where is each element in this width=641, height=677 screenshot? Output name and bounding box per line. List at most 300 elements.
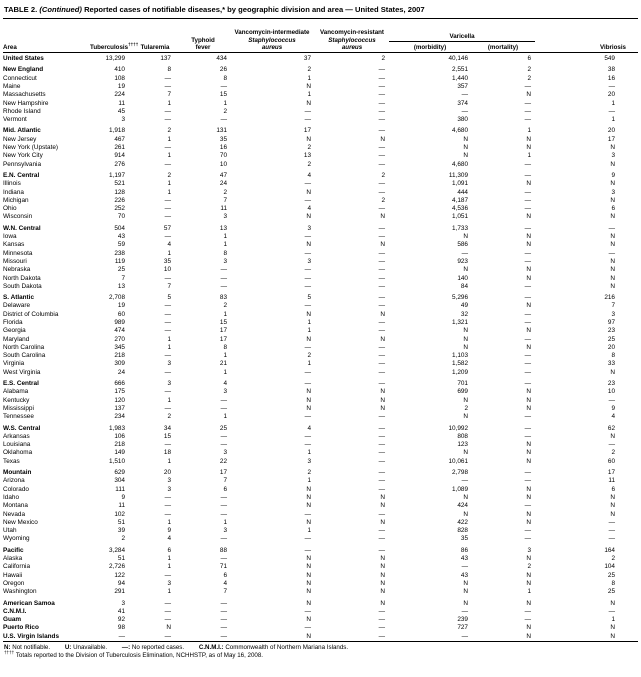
value-cell: N [463,599,468,607]
value-cell: N [610,282,615,290]
value-cell: 304 [114,477,125,485]
value-cell: 252 [114,205,125,213]
value-cell: 1 [307,91,311,99]
area-cell: Tennessee [3,413,34,421]
area-cell: Maryland [3,335,30,343]
value-cell: 35 [163,257,171,265]
table-row [3,360,638,368]
table-row [3,377,638,388]
value-cell: — [524,477,531,485]
visa-species: aureus [261,43,283,51]
header-row-main [3,19,638,42]
area-cell: E.S. Central [3,380,39,388]
table-row [3,283,638,291]
value-cell: — [608,249,615,257]
value-cell: — [164,213,171,221]
table-row [3,572,638,580]
table-row [3,344,638,352]
value-cell: — [164,441,171,449]
value-cell: N [380,213,385,221]
value-cell: 17 [219,327,227,335]
value-cell: — [378,343,385,351]
value-cell: N [526,624,531,632]
value-cell: 989 [114,319,125,326]
value-cell: 2,798 [452,469,468,477]
value-cell: — [378,233,385,241]
value-cell: — [378,457,385,465]
value-cell: — [378,319,385,326]
value-cell: 226 [114,196,125,204]
area-cell: New England [3,66,44,74]
area-cell: W.N. Central [3,224,41,232]
value-cell: N [526,241,531,249]
value-cell: 17 [219,335,227,343]
value-cell: 111 [115,485,125,493]
area-cell: West Virginia [3,368,41,376]
value-cell: 1 [223,99,227,107]
value-cell: 4 [307,171,311,179]
value-cell: N [610,241,615,249]
value-cell: 2 [307,144,311,152]
value-cell: 2 [611,449,615,457]
value-cell: — [524,469,531,477]
value-cell: 1 [167,135,171,143]
area-cell: Kansas [3,241,25,249]
value-cell: N [526,441,531,449]
value-cell: 2 [381,55,385,63]
value-cell: 1 [307,477,311,485]
value-cell: — [524,282,531,290]
dagger-marker: †††† [4,650,15,656]
area-cell: Minnesota [3,249,33,257]
value-cell: — [304,380,311,388]
value-cell: — [378,257,385,265]
value-cell: 71 [219,563,227,571]
typhoid-line1: Typhoid [191,36,215,44]
area-cell: South Carolina [3,352,46,360]
value-cell: 1,321 [452,319,468,326]
value-cell: — [304,546,311,554]
area-cell: Puerto Rico [3,624,39,632]
value-cell: 4 [307,205,311,213]
table-row [3,608,638,616]
value-cell: N [610,266,615,274]
value-cell: N [610,196,615,204]
value-cell: 6 [611,205,615,213]
value-cell: N [463,135,468,143]
value-cell: 104 [604,563,615,571]
value-cell: N [306,563,311,571]
value-cell: 9 [611,404,615,412]
table-row [3,544,638,555]
table-row [3,311,638,319]
footnote-key: C.N.M.I.: [198,643,224,651]
value-cell: — [304,535,311,543]
value-cell: N [526,233,531,241]
area-cell: U.S. Virgin Islands [3,632,59,640]
area-cell: Montana [3,502,28,510]
value-cell: 1 [167,335,171,343]
area-cell: Guam [3,616,22,624]
value-cell: — [461,91,468,99]
value-cell: 5,296 [452,294,468,302]
value-cell: 22 [219,457,227,465]
value-cell: 2 [307,352,311,360]
value-cell: 11 [608,477,615,485]
value-cell: N [610,599,615,607]
area-cell: North Dakota [3,274,41,282]
value-cell: N [463,493,468,501]
area-cell: Delaware [3,302,30,310]
area-cell: Arkansas [3,432,30,440]
value-cell: — [164,310,171,318]
value-cell: N [526,518,531,526]
value-cell: 3 [167,477,171,485]
value-cell: 3 [307,457,311,465]
value-cell: 49 [460,302,468,310]
table-row [3,327,638,335]
value-cell: 51 [117,518,125,526]
value-cell: — [524,502,531,510]
value-cell: 149 [114,449,125,457]
value-cell: — [304,180,311,188]
value-cell: 9 [121,493,125,501]
footnote-text: Commonwealth of Northern Mariana Islands. [223,643,349,651]
value-cell: — [164,319,171,326]
value-cell: N [306,485,311,493]
value-cell: N [306,599,311,607]
area-cell: Texas [3,457,20,465]
value-cell: N [526,213,531,221]
value-cell: N [610,160,615,168]
value-cell: — [164,510,171,518]
value-cell: 25 [117,266,125,274]
area-cell: California [3,563,30,571]
value-cell: — [164,404,171,412]
area-cell: South Dakota [3,282,42,290]
value-cell: — [378,66,385,74]
value-cell: N [526,449,531,457]
value-cell: — [378,360,385,368]
value-cell: N [306,310,311,318]
value-cell: 16 [607,74,615,82]
table-row [3,511,638,519]
value-cell: — [164,599,171,607]
tuberculosis-footnote-marker: †††† [128,41,139,47]
value-cell: — [524,294,531,302]
value-cell: — [164,107,171,115]
value-cell: — [524,82,531,90]
value-cell: — [461,249,468,257]
value-cell: — [524,319,531,326]
value-cell: — [220,441,227,449]
value-cell: 1 [307,527,311,535]
table-row [3,458,638,466]
area-cell: Virginia [3,360,25,368]
value-cell: — [524,249,531,257]
area-cell: North Carolina [3,343,45,351]
value-cell: — [378,205,385,213]
value-cell: 120 [114,396,125,404]
value-cell: 3 [527,546,531,554]
value-cell: 309 [114,360,125,368]
value-cell: N [526,396,531,404]
value-cell: 20 [607,343,615,351]
area-cell: Indiana [3,188,24,196]
value-cell: 123 [457,441,468,449]
table-row [3,466,638,477]
table-row [3,275,638,283]
value-cell: — [524,107,531,115]
value-cell: — [608,224,615,232]
value-cell: — [220,510,227,518]
area-cell: Maine [3,82,21,90]
value-cell: N [526,180,531,188]
value-cell: N [380,518,385,526]
value-cell: 474 [114,327,125,335]
value-cell: 4 [167,241,171,249]
value-cell: — [524,352,531,360]
value-cell: N [306,493,311,501]
value-cell: — [378,368,385,376]
value-cell: 39 [117,527,125,535]
table-row [3,213,638,221]
value-cell: — [304,233,311,241]
value-cell: 1 [167,343,171,351]
value-cell: N [610,144,615,152]
value-cell: — [378,327,385,335]
area-cell: Michigan [3,196,29,204]
value-cell: 2 [464,404,468,412]
value-cell: 13 [117,282,125,290]
value-cell: N [610,180,615,188]
value-cell: 43 [117,233,125,241]
value-cell: 10 [607,388,615,396]
value-cell: 92 [117,616,125,624]
value-cell: — [378,99,385,107]
table-row [3,75,638,83]
footnote-term [65,644,107,651]
value-cell: 2 [121,535,125,543]
table-row [3,152,638,160]
value-cell: N [463,343,468,351]
table-row [3,291,638,302]
area-cell: Pennsylvania [3,160,42,168]
value-cell: — [304,196,311,204]
value-cell: 94 [117,579,125,587]
value-cell: N [380,579,385,587]
value-cell: N [610,632,615,640]
table-row [3,535,638,543]
value-cell: N [380,599,385,607]
table-row [3,502,638,510]
value-cell: N [306,571,311,579]
value-cell: 2 [167,171,171,179]
area-cell: Ohio [3,205,17,213]
value-cell: 549 [604,55,615,63]
area-cell: Connecticut [3,74,37,82]
value-cell: N [610,493,615,501]
value-cell: 10 [219,160,227,168]
value-cell: 291 [114,588,125,596]
value-cell: 701 [457,380,468,388]
value-cell: 1 [611,99,615,107]
value-cell: 122 [114,571,125,579]
area-cell: Iowa [3,233,17,241]
value-cell: — [524,99,531,107]
value-cell: 1 [167,99,171,107]
area-cell: Mid. Atlantic [3,127,41,135]
area-cell: New York (Upstate) [3,144,59,152]
value-cell: N [526,135,531,143]
value-cell: N [380,571,385,579]
value-cell: — [524,527,531,535]
area-cell: Massachusetts [3,91,46,99]
value-cell: N [526,493,531,501]
value-cell: 1 [167,396,171,404]
value-cell: 2 [381,171,385,179]
value-cell: 6 [223,571,227,579]
value-cell: 4 [167,535,171,543]
value-cell: 3 [167,579,171,587]
value-cell: — [524,205,531,213]
table-row [3,580,638,588]
value-cell: N [463,449,468,457]
value-cell: N [610,274,615,282]
value-cell: 3 [611,188,615,196]
value-cell: — [378,249,385,257]
column-header-tuberculosis [89,19,139,53]
value-cell: 3 [167,380,171,388]
value-cell: — [524,616,531,624]
value-cell: 60 [607,457,615,465]
value-cell: N [526,599,531,607]
value-cell: N [306,632,311,640]
value-cell: — [378,91,385,99]
footnote-key: —: [121,643,131,651]
value-cell: — [378,160,385,168]
value-cell: — [304,510,311,518]
value-cell: 8 [167,66,171,74]
visa-genus: Staphylococcus [248,36,296,44]
value-cell: 1 [307,360,311,368]
area-cell: Nevada [3,510,26,518]
table-row [3,441,638,449]
value-cell: — [608,396,615,404]
value-cell: 2 [307,66,311,74]
value-cell: 7 [223,477,227,485]
value-cell: 828 [457,527,468,535]
dagger-text: Totals reported to the Division of Tuberculosis Elimination, NCHHSTP, as of May 16, 2008. [14,652,263,660]
table-row [3,486,638,494]
value-cell: 13 [303,152,311,160]
value-cell: 345 [114,343,125,351]
value-cell: 34 [163,424,171,432]
value-cell: 11 [118,99,125,107]
value-cell: 699 [457,388,468,396]
value-cell: 11 [220,205,227,213]
table-row [3,449,638,457]
table-row [3,519,638,527]
value-cell: — [164,632,171,640]
value-cell: — [304,413,311,421]
table-row [3,116,638,124]
value-cell: 239 [457,616,468,624]
area-cell: New Jersey [3,135,37,143]
value-cell: 6 [223,485,227,493]
value-cell: 1,510 [109,457,125,465]
value-cell: 25 [607,571,615,579]
value-cell: 2 [527,66,531,74]
value-cell: — [378,413,385,421]
area-cell: Washington [3,588,37,596]
value-cell: 131 [216,127,227,135]
value-cell: — [220,616,227,624]
table-row [3,83,638,91]
value-cell: — [378,380,385,388]
vrsa-line1: Vancomycin-resistant [320,29,384,37]
value-cell: — [220,116,227,124]
value-cell: — [164,196,171,204]
value-cell: 270 [114,335,125,343]
table-row [3,124,638,135]
table-row [3,369,638,377]
value-cell: — [164,274,171,282]
area-cell: Oklahoma [3,449,33,457]
value-cell: — [524,607,531,615]
value-cell: 24 [117,368,125,376]
value-cell: 4,680 [452,127,468,135]
area-cell: Utah [3,527,17,535]
value-cell: — [524,432,531,440]
table-row [3,477,638,485]
value-cell: 2,726 [109,563,125,571]
value-cell: 1 [167,249,171,257]
value-cell: 5 [307,294,311,302]
value-cell: 3 [223,213,227,221]
table-row [3,197,638,205]
value-cell: — [378,632,385,640]
value-cell: 15 [219,91,227,99]
value-cell: 3,284 [109,546,125,554]
value-cell: 629 [114,469,125,477]
value-cell: 2 [307,160,311,168]
value-cell: 422 [457,518,468,526]
area-cell: American Samoa [3,599,55,607]
value-cell: N [380,555,385,563]
value-cell: 47 [219,171,227,179]
column-header-area: Area [3,19,89,53]
area-cell: Alabama [3,388,29,396]
value-cell: 25 [607,588,615,596]
value-cell: 10,061 [448,457,468,465]
value-cell: 7 [121,274,125,282]
value-cell: — [378,616,385,624]
value-cell: N [526,274,531,282]
value-cell: — [608,107,615,115]
value-cell: 7 [167,282,171,290]
value-cell: 86 [460,546,468,554]
value-cell: 3 [167,485,171,493]
value-cell: — [304,343,311,351]
value-cell: — [378,74,385,82]
value-cell: 17 [303,127,311,135]
value-cell: N [306,502,311,510]
value-cell: N [463,335,468,343]
value-cell: 1 [307,449,311,457]
value-cell: 444 [457,188,468,196]
value-cell: 83 [219,294,227,302]
